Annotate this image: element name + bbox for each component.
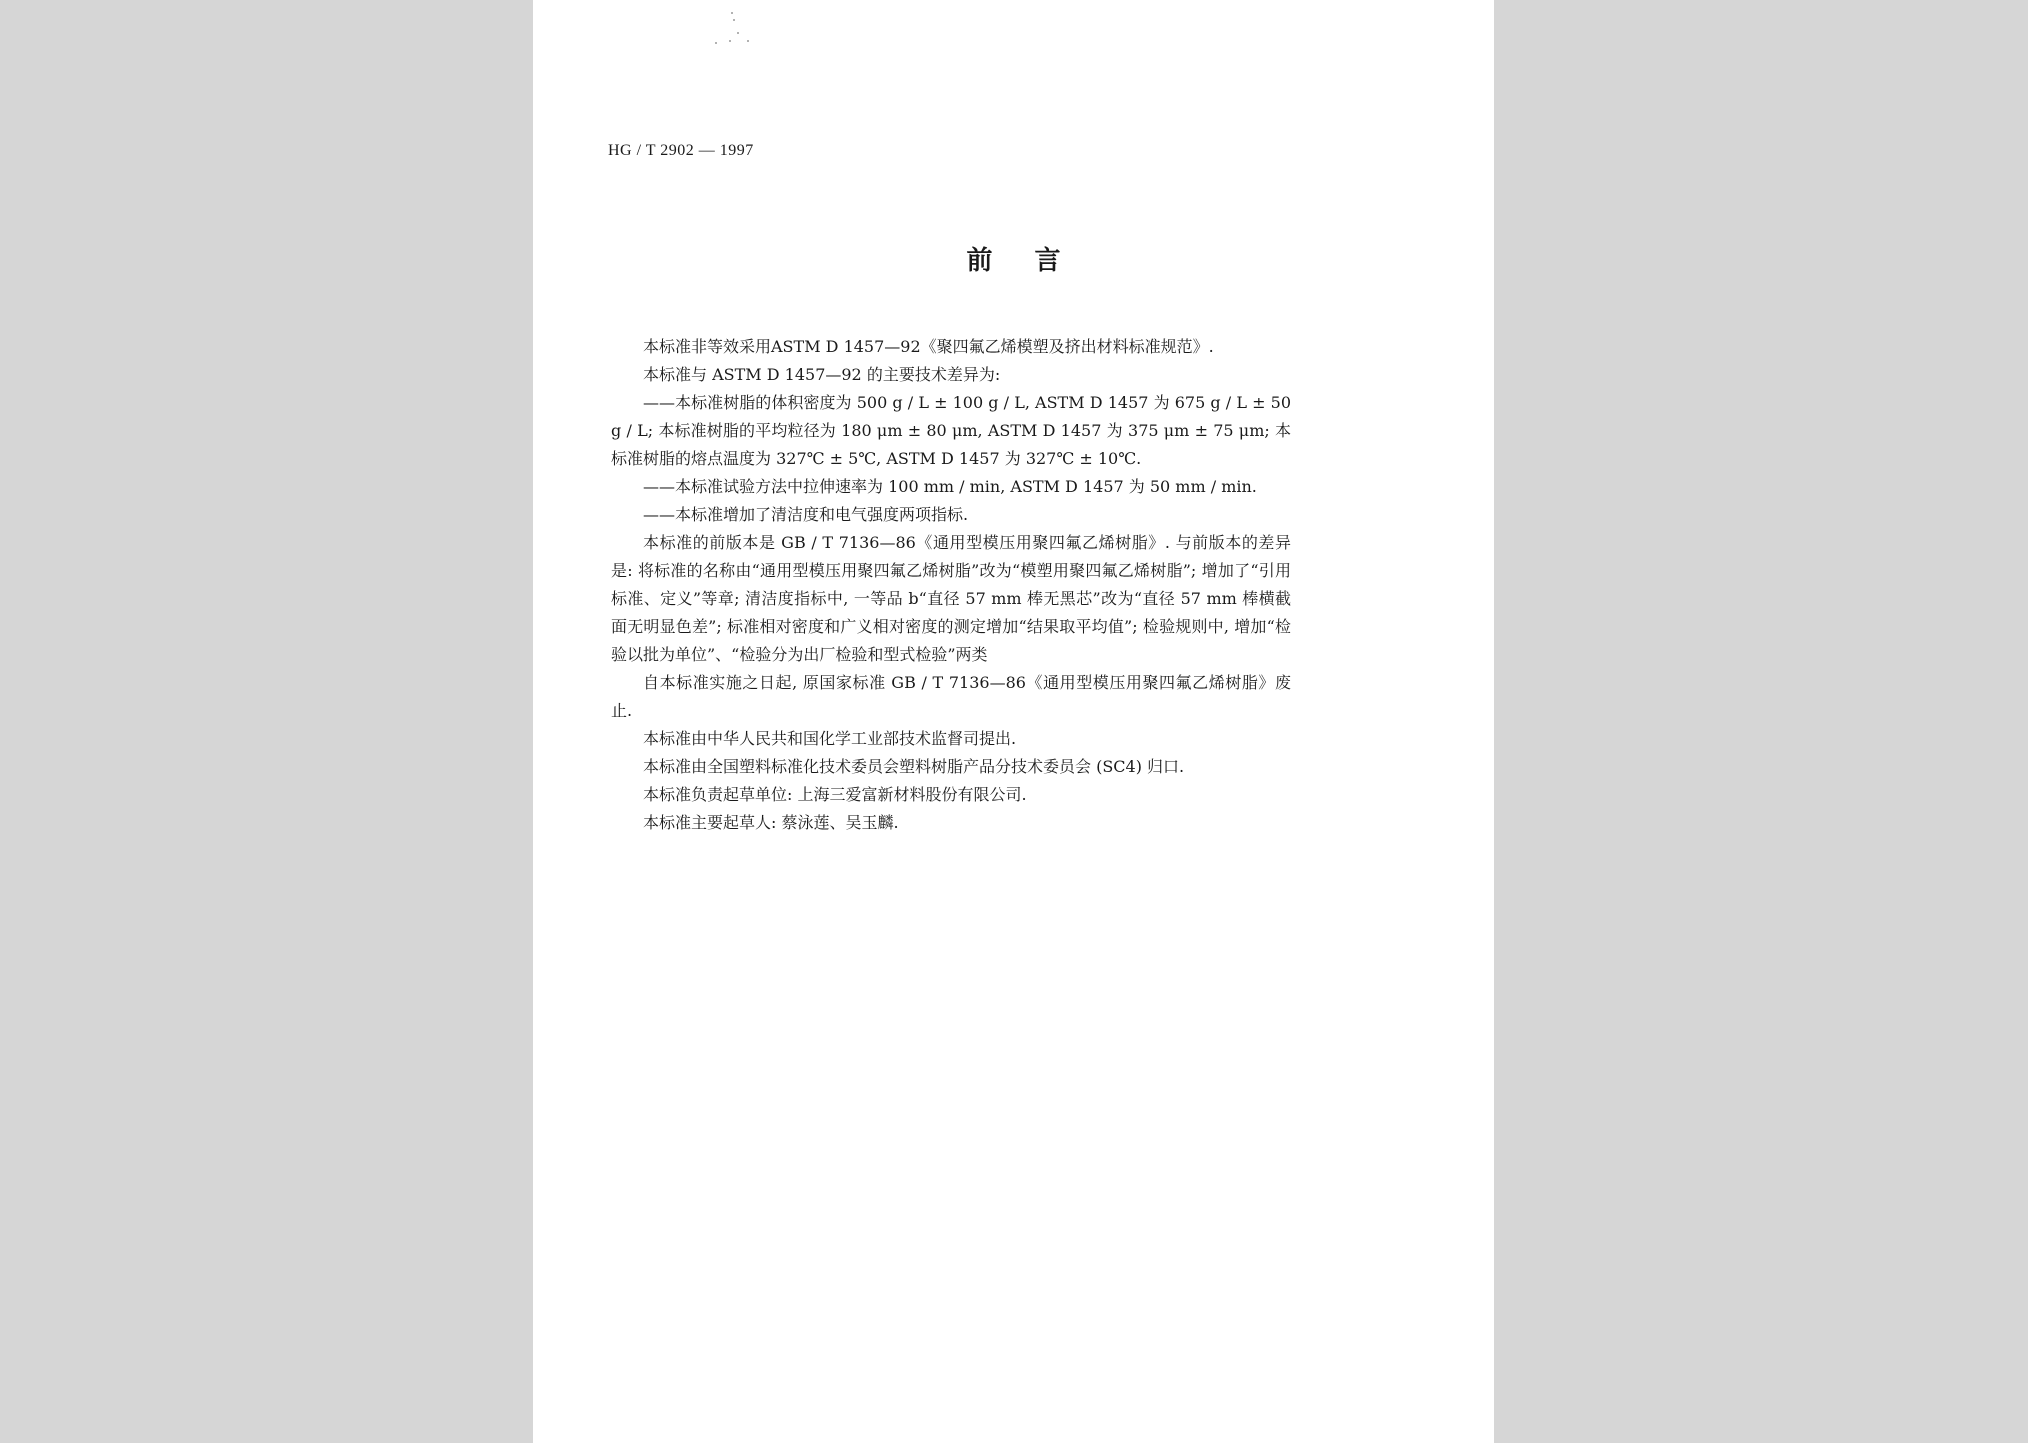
paragraph: 本标准由中华人民共和国化学工业部技术监督司提出.	[643, 729, 1017, 748]
scan-speck	[737, 32, 739, 34]
paragraph: 本标准主要起草人: 蔡泳莲、吴玉麟.	[643, 813, 899, 832]
standard-code: HG / T 2902 — 1997	[608, 142, 754, 159]
paragraph: 本标准与 ASTM D 1457—92 的主要技术差异为:	[643, 365, 1001, 384]
paragraph: ——本标准树脂的体积密度为 500 g / L ± 100 g / L, ASTM D 1457 为 675 g / L ± 50 g / L; 本标准树脂的平均粒径为 180 μm ± 80 μm, ASTM D 1457 为 375 μm ± 75 μm; 本标准树脂的熔点温度为 327℃ ± 5℃, ASTM D 1457 为 327℃ ± 10℃.	[611, 393, 1291, 468]
paragraph: 本标准非等效采用ASTM D 1457—92《聚四氟乙烯模塑及挤出材料标准规范》.	[643, 337, 1214, 356]
paragraph: 本标准负责起草单位: 上海三爱富新材料股份有限公司.	[643, 785, 1027, 804]
scan-speck	[747, 40, 749, 42]
scan-speck	[731, 12, 733, 14]
scan-speck	[715, 42, 717, 44]
scan-speck	[729, 40, 731, 42]
paragraph: ——本标准试验方法中拉伸速率为 100 mm / min, ASTM D 1457 为 50 mm / min.	[643, 477, 1257, 496]
paragraph: 自本标准实施之日起, 原国家标准 GB / T 7136—86《通用型模压用聚四氟乙烯树脂》废止.	[611, 673, 1291, 720]
scan-speck	[733, 19, 735, 21]
paragraph: 本标准的前版本是 GB / T 7136—86《通用型模压用聚四氟乙烯树脂》. 与前版本的差异是: 将标准的名称由“通用型模压用聚四氟乙烯树脂”改为“模塑用聚四氟乙烯树脂”; 增加了“引用标准、定义”等章; 清洁度指标中, 一等品 b“直径 57 mm 棒无黑芯”改为“直径 57 mm 棒横截面无明显色差”; 标准相对密度和广义相对密度的测定增加“结果取平均值”; 检验规则中, 增加“检验以批为单位”、“检验分为出厂检验和型式检验”两类	[611, 533, 1291, 664]
document-body	[611, 333, 1291, 837]
paragraph: 本标准由全国塑料标准化技术委员会塑料树脂产品分技术委员会 (SC4) 归口.	[643, 757, 1185, 776]
scan-specks	[693, 10, 753, 50]
paragraph: ——本标准增加了清洁度和电气强度两项指标.	[643, 505, 969, 524]
page-title: 前言	[966, 246, 1103, 276]
document-page	[533, 0, 1494, 1443]
